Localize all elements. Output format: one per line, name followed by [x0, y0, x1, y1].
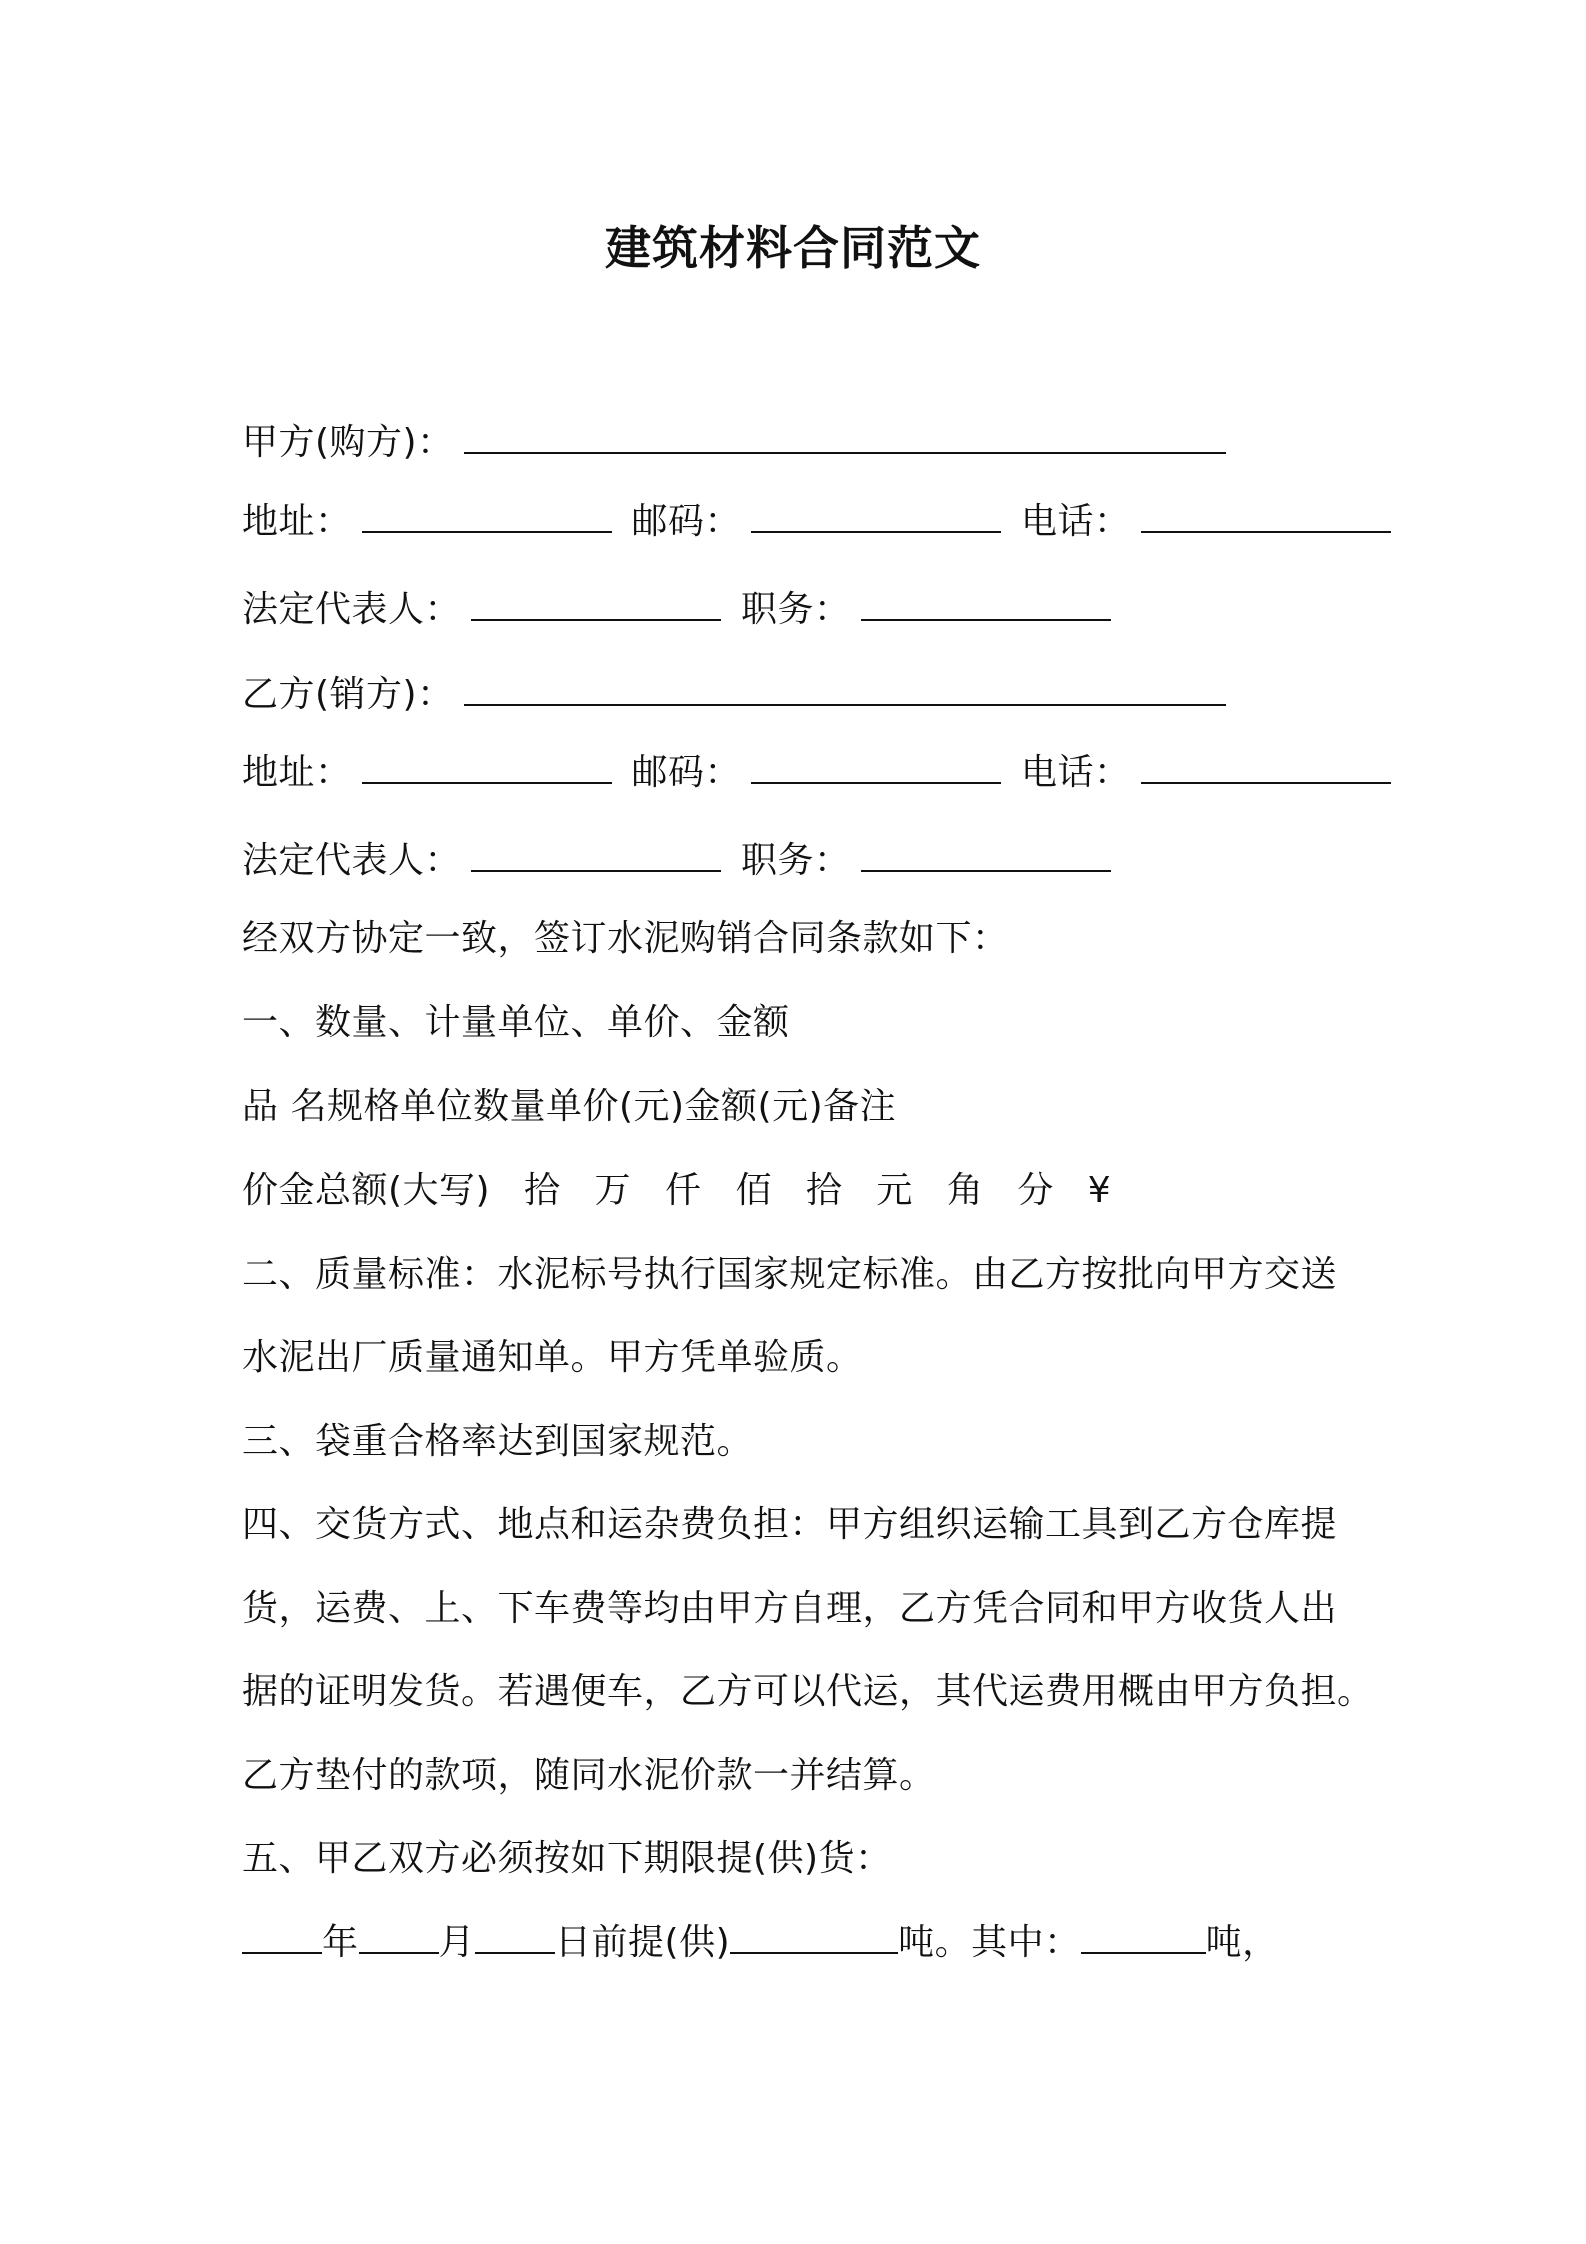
- clause-4-line-4: 乙方垫付的款项，随同水泥价款一并结算。: [242, 1755, 936, 1796]
- party-b-label: 乙方(销方)：: [242, 674, 454, 715]
- party-a-address-label: 地址：: [242, 501, 352, 542]
- party-b-phone-label: 电话：: [1021, 752, 1131, 793]
- delivery-schedule-line: [242, 1918, 1279, 1968]
- delivery-month-field[interactable]: [359, 1918, 439, 1954]
- party-a-contact-line: [242, 497, 1391, 547]
- delivery-quantity-field[interactable]: [730, 1918, 898, 1954]
- party-b-rep-line: [242, 836, 1111, 886]
- party-b-rep-label: 法定代表人：: [242, 840, 462, 881]
- total-unit-jiao: 角: [946, 1170, 984, 1211]
- clause-4-line-1: 四、交货方式、地点和运杂费负担：甲方组织运输工具到乙方仓库提: [242, 1504, 1338, 1545]
- party-a-line: [242, 418, 1226, 468]
- party-a-phone-field[interactable]: [1141, 497, 1391, 533]
- party-b-address-field[interactable]: [362, 748, 612, 784]
- delivery-year-field[interactable]: [242, 1918, 322, 1954]
- clause-3: 三、袋重合格率达到国家规范。: [242, 1421, 754, 1462]
- delivery-subquantity-field[interactable]: [1081, 1918, 1206, 1954]
- party-b-address-label: 地址：: [242, 752, 352, 793]
- delivery-month-label: 月: [438, 1922, 476, 1963]
- delivery-ton-label: 吨。其中：: [898, 1922, 1081, 1963]
- party-a-position-field[interactable]: [861, 585, 1111, 621]
- party-b-position-label: 职务：: [741, 840, 851, 881]
- total-unit-shi: 拾: [524, 1170, 561, 1211]
- total-unit-yen-symbol: ¥: [1087, 1170, 1112, 1211]
- clause-5-heading: 五、甲乙双方必须按如下期限提(供)货：: [242, 1838, 892, 1879]
- party-a-postcode-field[interactable]: [751, 497, 1001, 533]
- total-amount-line: [242, 1166, 1133, 1216]
- delivery-year-label: 年: [322, 1922, 359, 1963]
- total-unit-fen: 分: [1017, 1170, 1054, 1211]
- clause-2-line-2: 水泥出厂质量通知单。甲方凭单验质。: [242, 1337, 863, 1378]
- clause-4-line-2: 货，运费、上、下车费等均由甲方自理，乙方凭合同和甲方收货人出: [242, 1588, 1338, 1629]
- clause-4-line-3: 据的证明发货。若遇便车，乙方可以代运，其代运费用概由甲方负担。: [242, 1671, 1374, 1712]
- document-title: 建筑材料合同范文: [605, 221, 981, 275]
- party-a-address-field[interactable]: [362, 497, 612, 533]
- total-amount-label: 价金总额(大写): [242, 1170, 491, 1211]
- party-b-contact-line: [242, 748, 1391, 798]
- party-a-rep-line: [242, 585, 1111, 635]
- total-unit-wan: 万: [594, 1170, 632, 1211]
- party-a-position-label: 职务：: [741, 589, 851, 630]
- party-a-name-field[interactable]: [464, 418, 1226, 454]
- party-a-postcode-label: 邮码：: [631, 501, 742, 542]
- party-a-rep-label: 法定代表人：: [242, 589, 462, 630]
- clause-1-heading: 一、数量、计量单位、单价、金额: [242, 1002, 790, 1043]
- party-a-phone-label: 电话：: [1021, 501, 1131, 542]
- total-unit-yuan: 元: [876, 1170, 913, 1211]
- delivery-ton-end-label: 吨，: [1205, 1922, 1279, 1963]
- clause-2-line-1: 二、质量标准：水泥标号执行国家规定标准。由乙方按批向甲方交送: [242, 1254, 1338, 1295]
- party-a-label: 甲方(购方)：: [242, 422, 454, 463]
- party-b-name-field[interactable]: [464, 670, 1226, 706]
- party-b-postcode-label: 邮码：: [631, 752, 742, 793]
- party-b-position-field[interactable]: [861, 836, 1111, 872]
- party-b-line: [242, 670, 1226, 720]
- delivery-day-field[interactable]: [475, 1918, 555, 1954]
- table-header-text: 品 名规格单位数量单价(元)金额(元)备注: [242, 1086, 897, 1127]
- party-b-phone-field[interactable]: [1141, 748, 1391, 784]
- total-unit-shi-2: 拾: [805, 1170, 843, 1211]
- delivery-day-label: 日前提(供): [555, 1922, 731, 1963]
- party-a-rep-field[interactable]: [471, 585, 721, 621]
- party-b-rep-field[interactable]: [471, 836, 721, 872]
- party-b-postcode-field[interactable]: [751, 748, 1001, 784]
- total-unit-bai: 佰: [735, 1170, 772, 1211]
- intro-text: 经双方协定一致，签订水泥购销合同条款如下：: [242, 918, 1009, 959]
- total-unit-qian: 仟: [664, 1170, 702, 1211]
